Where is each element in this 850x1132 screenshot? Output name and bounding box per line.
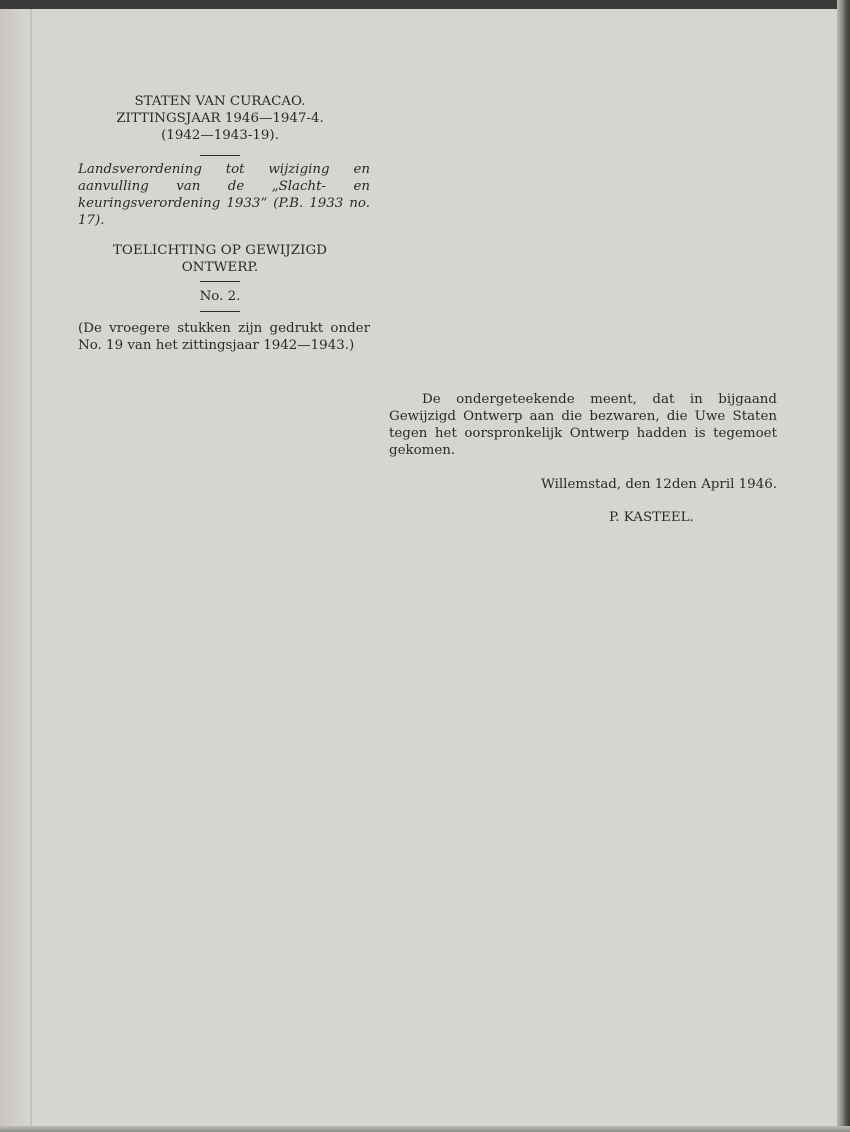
header-line-2: ZITTINGSJAAR 1946—1947-4. bbox=[116, 111, 324, 126]
scan-top-border bbox=[0, 0, 850, 9]
left-column bbox=[70, 93, 370, 354]
right-column bbox=[389, 391, 777, 526]
header-line-3: (1942—1943-19). bbox=[161, 128, 279, 143]
earlier-documents-note: (De vroegere stukken zijn gedrukt onder No. 19 van het zittingsjaar 1942—1943.) bbox=[78, 321, 370, 353]
header-line-1: STATEN VAN CURACAO. bbox=[134, 94, 306, 109]
page-fold-line bbox=[30, 9, 32, 1126]
page-left-edge bbox=[0, 9, 30, 1126]
document-number: No. 2. bbox=[199, 289, 241, 304]
signature: P. KASTEEL. bbox=[609, 510, 694, 525]
section-title-line-2: ONTWERP. bbox=[181, 260, 259, 275]
scan-right-border bbox=[837, 0, 850, 1132]
scan-bottom-border bbox=[0, 1126, 850, 1132]
place-and-date: Willemstad, den 12den April 1946. bbox=[541, 477, 777, 492]
section-title-line-1: TOELICHTING OP GEWIJZIGD bbox=[112, 243, 328, 258]
law-title: Landsverordening tot wijziging en aanvulling van de „Slacht- en keuringsverordening 1933” (P.B. 1933 no. 17). bbox=[78, 162, 370, 228]
body-paragraph: De ondergeteekende meent, dat in bijgaand Gewijzigd Ontwerp aan die bezwaren, die Uwe Staten tegen het oorspronkelijk Ontwerp hadden is tegemoet gekomen. bbox=[389, 392, 777, 458]
